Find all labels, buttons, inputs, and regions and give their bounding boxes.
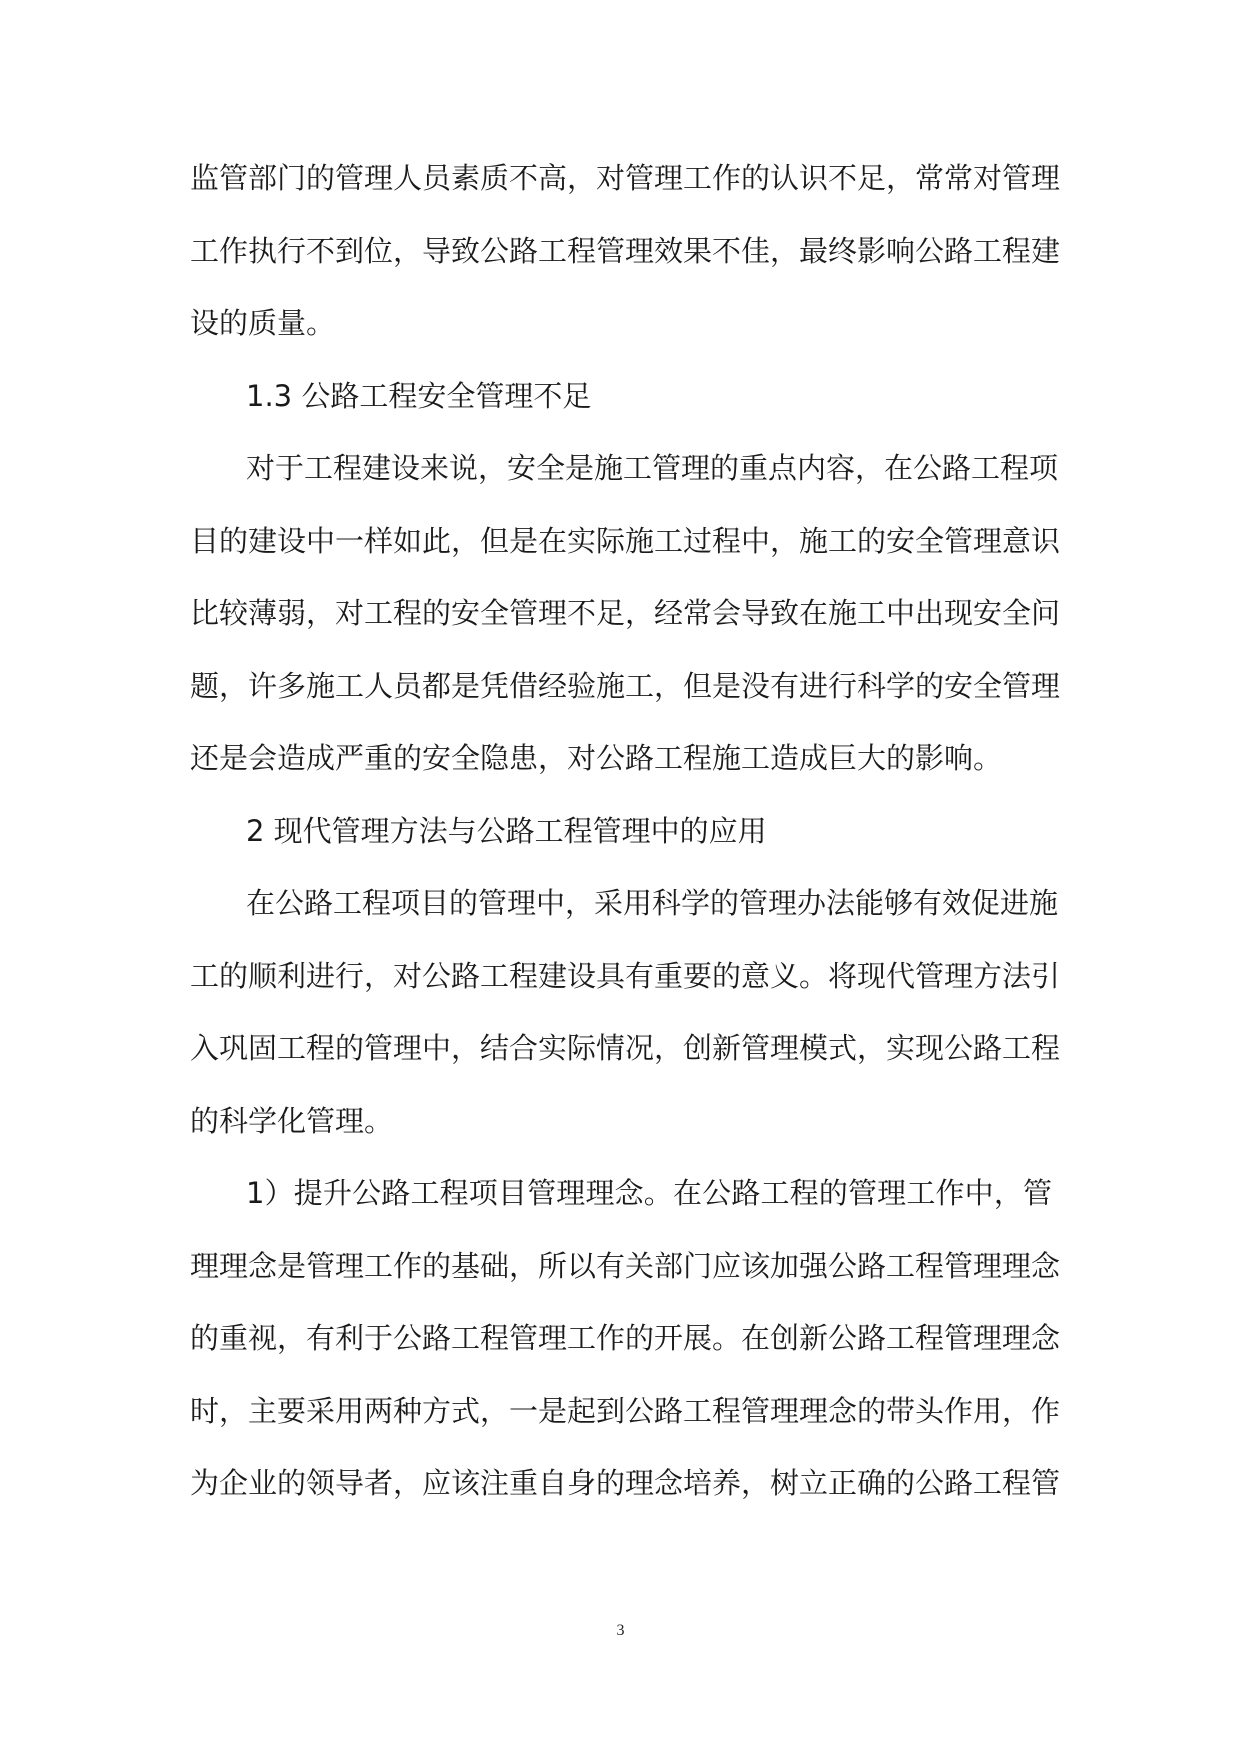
text-line: 入巩固工程的管理中，结合实际情况，创新管理模式，实现公路工程 xyxy=(190,1031,1061,1065)
text-line: 工作执行不到位，导致公路工程管理效果不佳，最终影响公路工程建 xyxy=(190,233,1061,268)
text-line: 对于工程建设来说，安全是施工管理的重点内容，在公路工程项 xyxy=(246,451,1059,485)
text-line: 为企业的领导者，应该注重自身的理念培养，树立正确的公路工程管 xyxy=(190,1466,1061,1500)
text-line: 监管部门的管理人员素质不高，对管理工作的认识不足，常常对管理 xyxy=(190,161,1061,195)
text-line: 理理念是管理工作的基础，所以有关部门应该加强公路工程管理理念 xyxy=(190,1248,1061,1283)
document-body xyxy=(190,142,1061,1520)
text-line: 题，许多施工人员都是凭借经验施工，但是没有进行科学的安全管理 xyxy=(190,668,1061,703)
text-line: 2 现代管理方法与公路工程管理中的应用 xyxy=(246,813,767,848)
text-line: 的重视，有利于公路工程管理工作的开展。在创新公路工程管理理念 xyxy=(190,1321,1061,1355)
text-line: 1）提升公路工程项目管理理念。在公路工程的管理工作中，管 xyxy=(246,1176,1052,1210)
text-line: 设的质量。 xyxy=(190,306,336,340)
text-line: 在公路工程项目的管理中，采用科学的管理办法能够有效促进施 xyxy=(246,886,1059,920)
text-line: 目的建设中一样如此，但是在实际施工过程中，施工的安全管理意识 xyxy=(190,523,1061,558)
text-line: 时，主要采用两种方式，一是起到公路工程管理理念的带头作用，作 xyxy=(190,1393,1061,1428)
page-number: 3 xyxy=(616,1622,625,1639)
text-line: 还是会造成严重的安全隐患，对公路工程施工造成巨大的影响。 xyxy=(190,741,1003,775)
text-line: 的科学化管理。 xyxy=(190,1103,394,1138)
text-line: 工的顺利进行，对公路工程建设具有重要的意义。将现代管理方法引 xyxy=(190,958,1061,993)
text-line: 比较薄弱，对工程的安全管理不足，经常会导致在施工中出现安全问 xyxy=(190,596,1061,630)
text-line: 1.3 公路工程安全管理不足 xyxy=(246,378,592,413)
